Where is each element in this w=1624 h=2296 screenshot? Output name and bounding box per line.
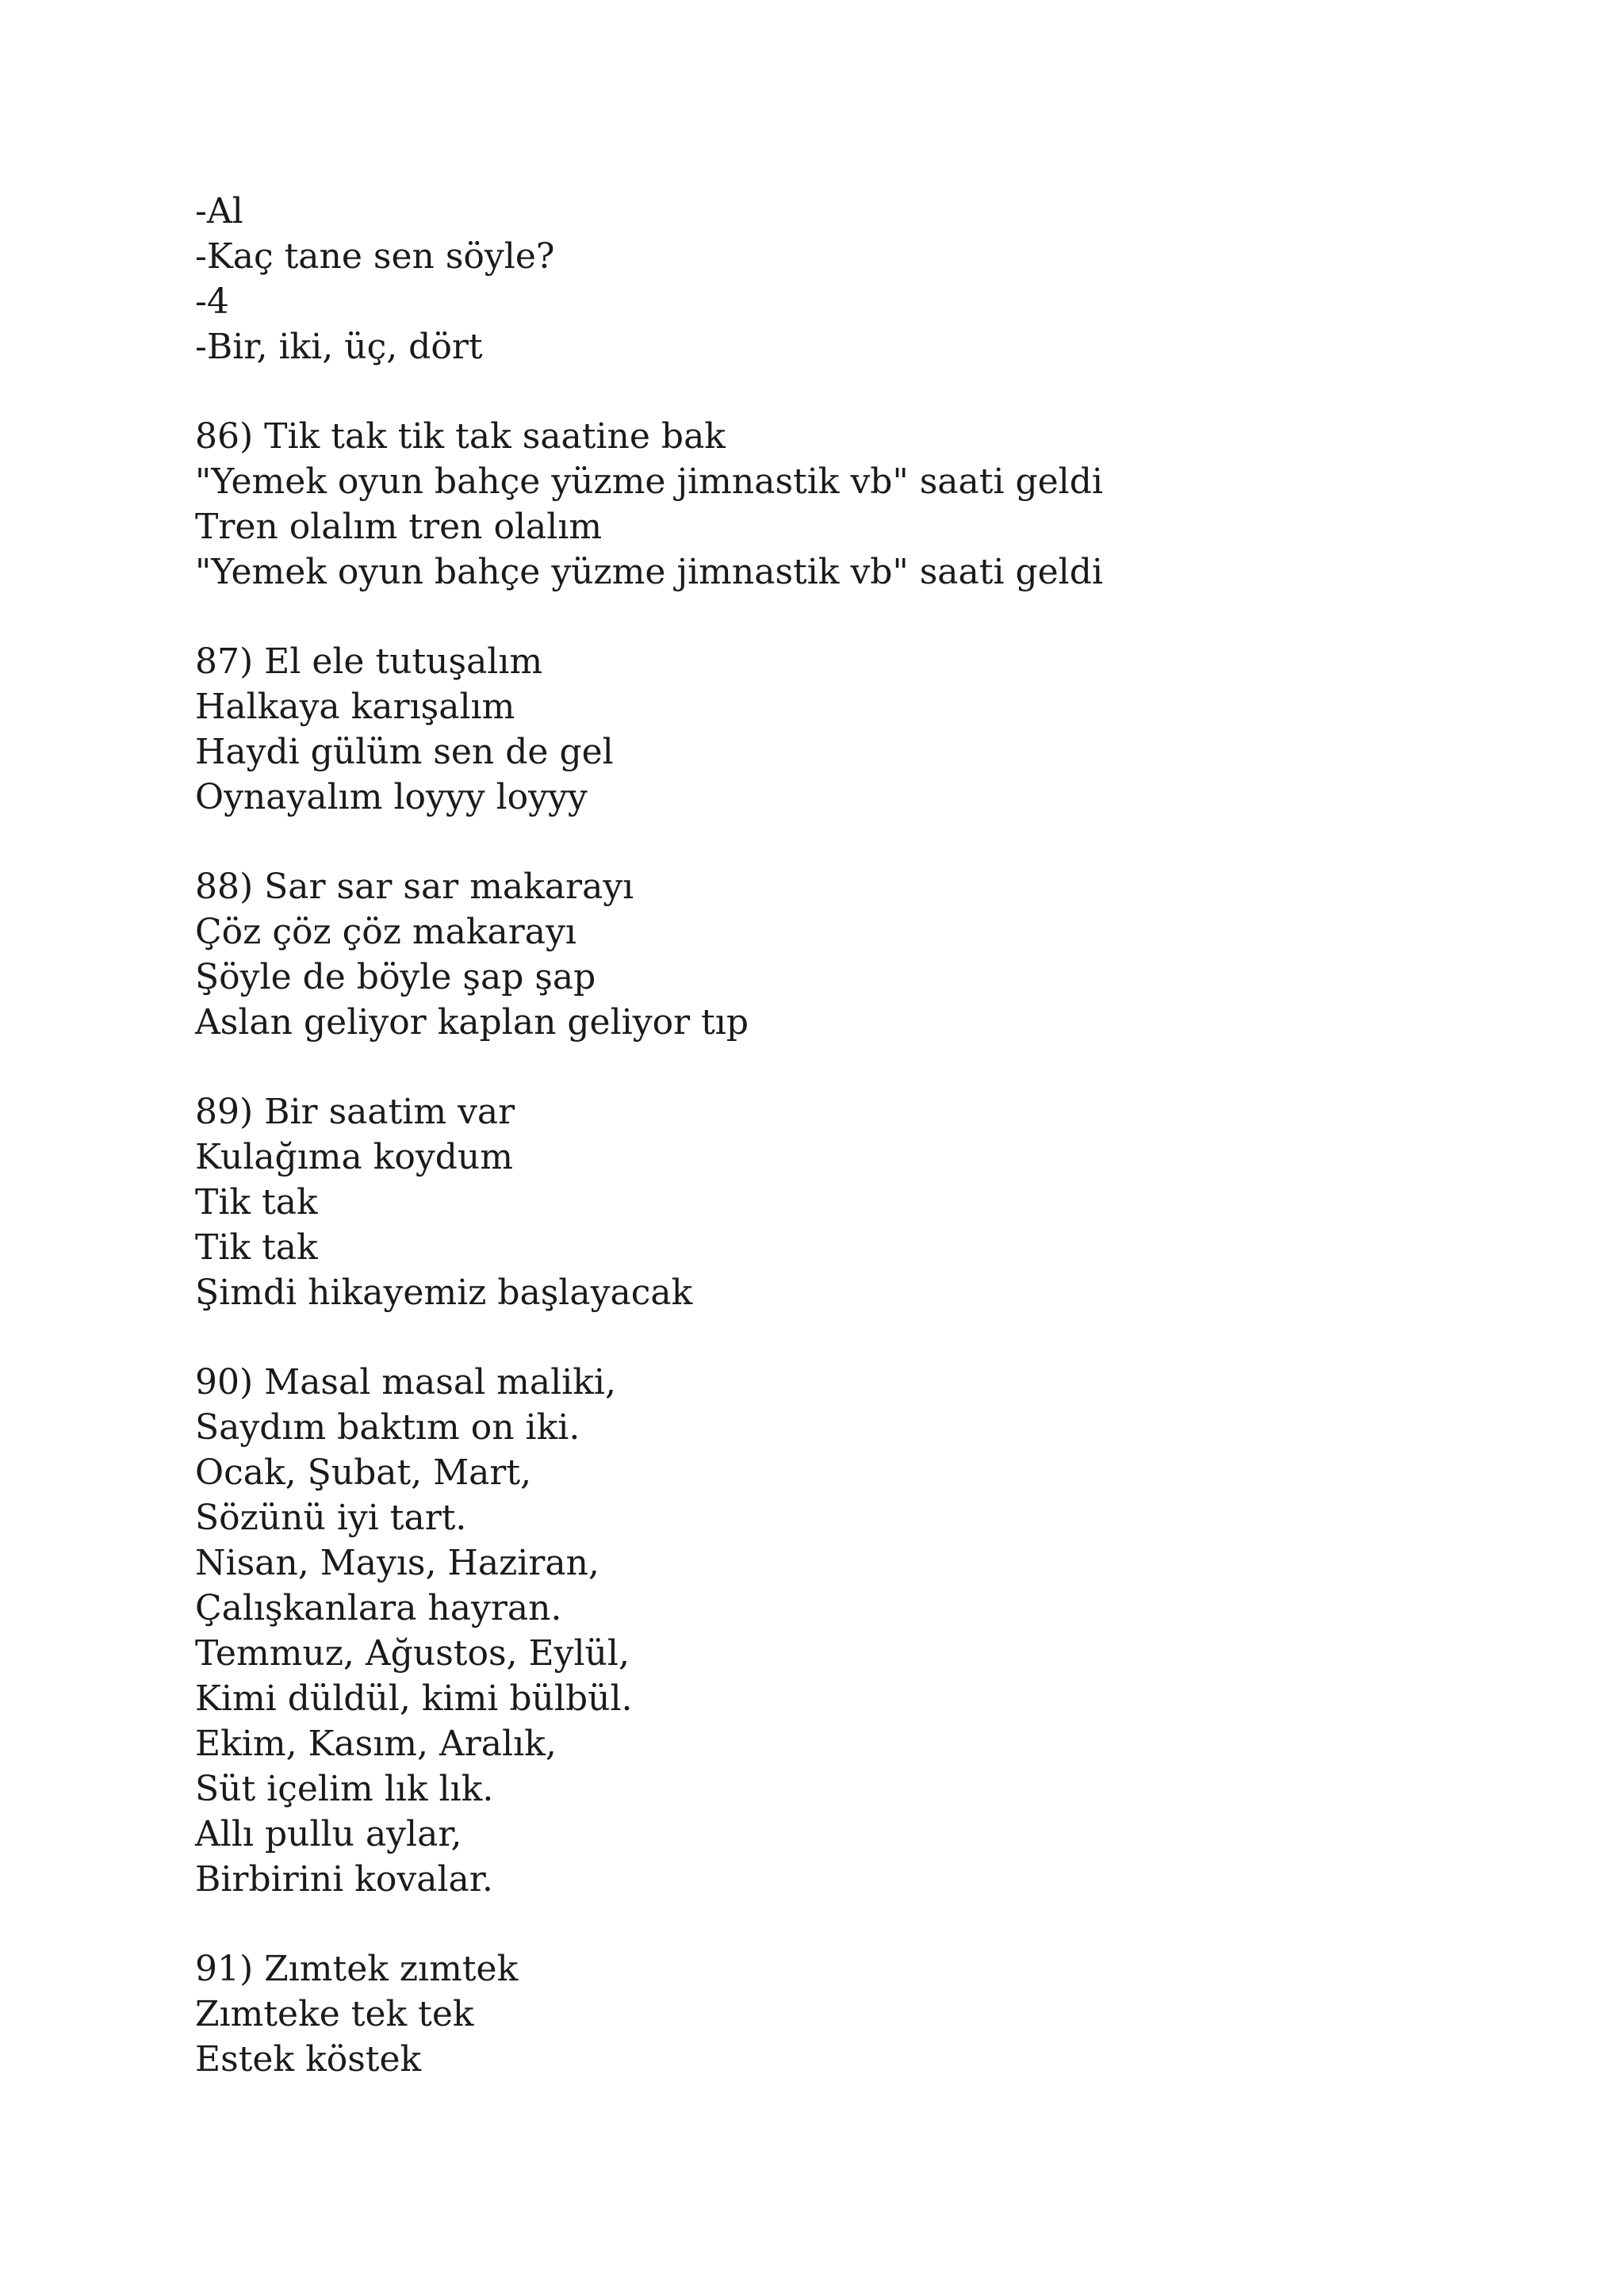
rhyme-title: 89) Bir saatim var [195, 1092, 515, 1132]
text-line: Kimi düldül, kimi bülbül. [195, 1678, 633, 1719]
text-line: Oynayalım loyyy loyyy [195, 777, 588, 817]
rhyme-86 [195, 414, 1432, 595]
text-line: Şöyle de böyle şap şap [195, 957, 596, 997]
rhyme-90 [195, 1360, 1432, 1902]
text-line: Çalışkanlara hayran. [195, 1588, 562, 1628]
text-line: Nisan, Mayıs, Haziran, [195, 1543, 599, 1583]
text-line: "Yemek oyun bahçe yüzme jimnastik vb" saati geldi [195, 461, 1103, 502]
rhyme-89 [195, 1089, 1432, 1315]
text-line: -Bir, iki, üç, dört [195, 327, 483, 367]
text-line: Birbirini kovalar. [195, 1859, 493, 1900]
text-line: Haydi gülüm sen de gel [195, 732, 614, 772]
text-line: Sözünü iyi tart. [195, 1498, 467, 1538]
text-line: Allı pullu aylar, [195, 1814, 462, 1854]
text-line: Şimdi hikayemiz başlayacak [195, 1272, 693, 1313]
text-line: Ekim, Kasım, Aralık, [195, 1724, 557, 1764]
rhyme-title: 87) El ele tutuşalım [195, 641, 543, 682]
text-line: Süt içelim lık lık. [195, 1769, 494, 1809]
text-line: Halkaya karışalım [195, 687, 515, 727]
text-line: Aslan geliyor kaplan geliyor tıp [195, 1002, 749, 1043]
text-line: Ocak, Şubat, Mart, [195, 1452, 532, 1493]
text-line: Temmuz, Ağustos, Eylül, [195, 1633, 630, 1674]
dialogue-block [195, 189, 1432, 369]
text-line: -Al [195, 191, 243, 232]
text-line: "Yemek oyun bahçe yüzme jimnastik vb" saati geldi [195, 552, 1103, 592]
text-line: Kulağıma koydum [195, 1137, 513, 1177]
rhyme-title: 88) Sar sar sar makarayı [195, 867, 634, 907]
rhyme-title: 90) Masal masal maliki, [195, 1362, 616, 1402]
text-line: Estek köstek [195, 2039, 422, 2080]
rhyme-title: 86) Tik tak tik tak saatine bak [195, 416, 726, 457]
text-line: -4 [195, 281, 229, 322]
rhyme-91 [195, 1946, 1432, 2082]
text-line: Tren olalım tren olalım [195, 507, 603, 547]
text-line: Çöz çöz çöz makarayı [195, 912, 576, 952]
text-line: Tik tak [195, 1182, 318, 1223]
rhyme-title: 91) Zımtek zımtek [195, 1949, 519, 1989]
rhyme-87 [195, 639, 1432, 820]
document-page [195, 189, 1432, 2126]
text-line: -Kaç tane sen söyle? [195, 236, 555, 277]
text-line: Tik tak [195, 1227, 318, 1268]
text-line: Zımteke tek tek [195, 1994, 474, 2034]
rhyme-88 [195, 864, 1432, 1045]
text-line: Saydım baktım on iki. [195, 1407, 580, 1448]
